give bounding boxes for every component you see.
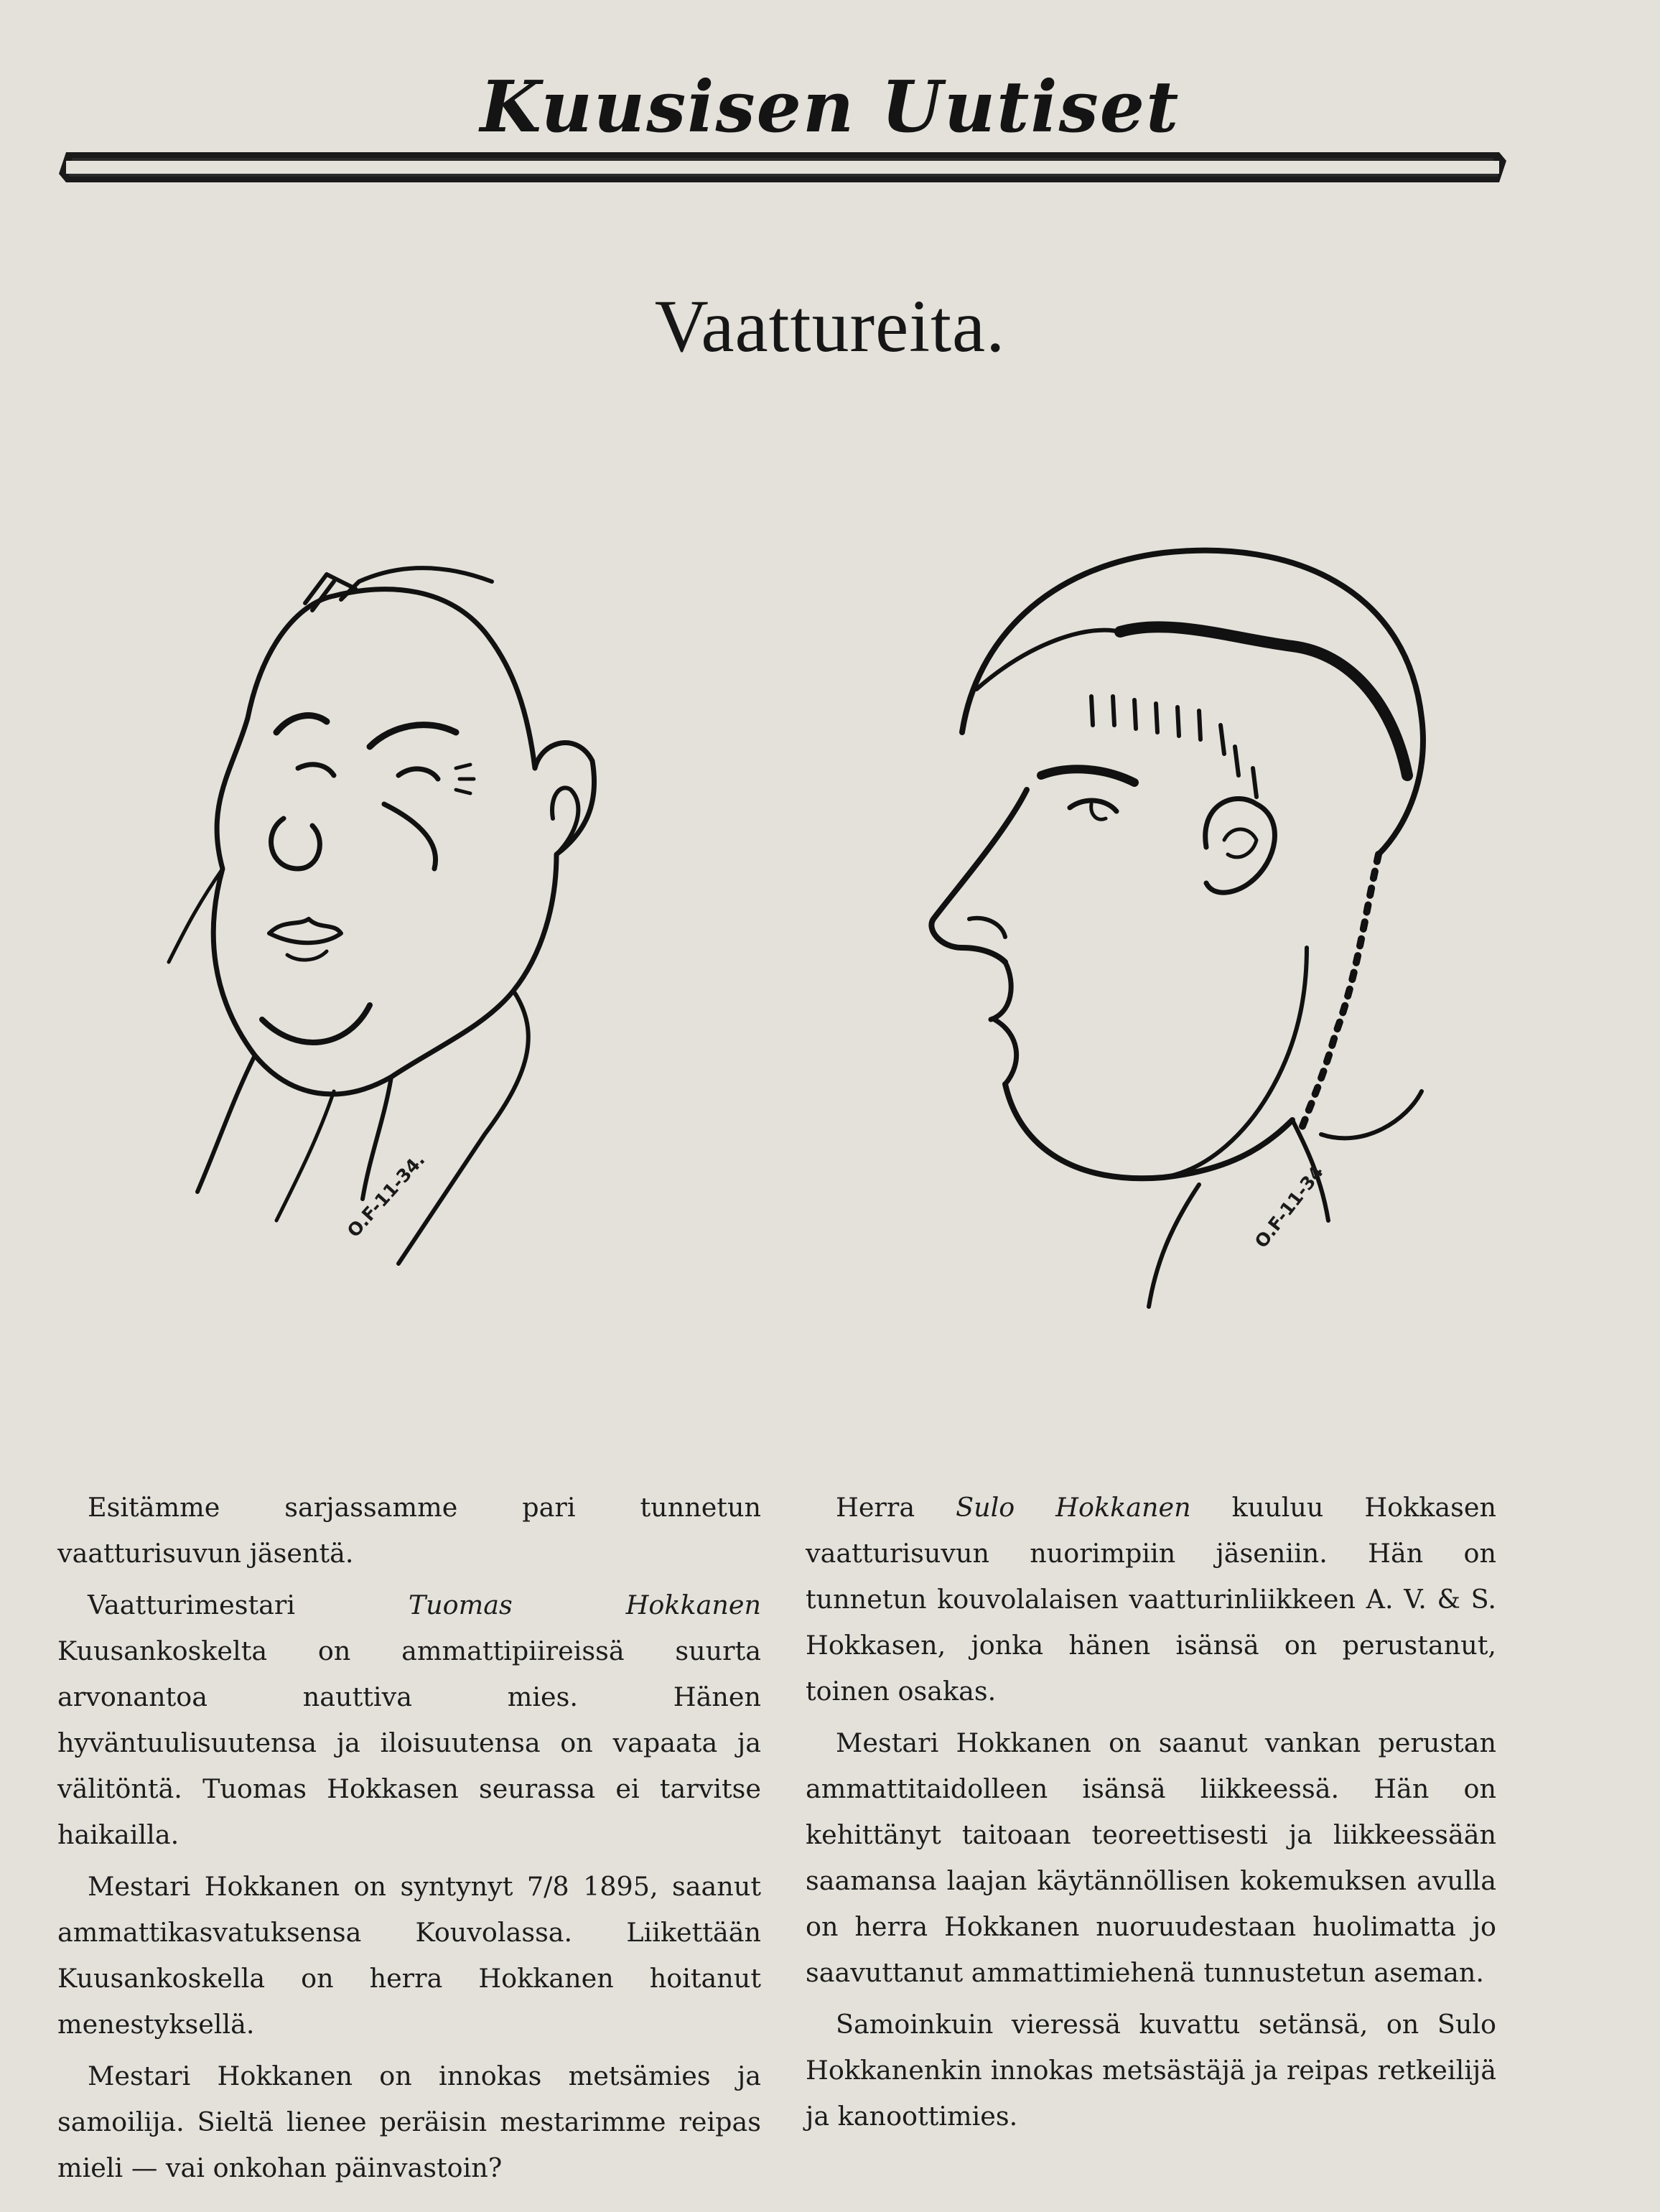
paragraph: Herra Sulo Hokkanen kuuluu Hokkasen vaatturisuvun nuorimpiin jäseniin. Hän on tunnetun kouvolalaisen vaatturinliikkeen A. V. & S. Hokkasen, jonka hänen isänsä on perustanut, toinen osakas. xyxy=(806,1492,1496,1707)
masthead-rule xyxy=(0,0,1660,215)
paragraph: Vaatturimestari Tuomas Hokkanen Kuusankoskelta on ammattipiireissä suurta arvonantoa nauttiva mies. Hänen hyväntuulisuutensa ja iloisuutensa on vapaata ja välitöntä. Tuomas Hokkasen seurassa ei tarvitse haikailla. xyxy=(57,1590,762,1850)
signature-left: O.F-11-34. xyxy=(342,1149,429,1242)
caricature-tuomas-hokkanen xyxy=(154,531,671,1271)
article-column-right xyxy=(806,1485,1496,2145)
article-column-left xyxy=(57,1485,761,2197)
article-title: Vaattureita. xyxy=(654,285,1006,368)
masthead-title: Kuusisen Uutiset xyxy=(480,66,1180,149)
caricature-sulo-hokkanen xyxy=(862,517,1508,1314)
paragraph: Samoinkuin vieressä kuvattu setänsä, on Sulo Hokkanenkin innokas metsästäjä ja reipas retkeilijä ja kanoottimies. xyxy=(806,2009,1496,2132)
signature-right: O.F-11-34 xyxy=(1250,1162,1328,1252)
paragraph: Mestari Hokkanen on saanut vankan perustan ammattitaidolleen isänsä liikkeessä. Hän on kehittänyt taitoaan teoreettisesti ja liikkeessään saamansa laajan käytännöllisen kokemuksen avulla on herra Hokkanen nuoruudestaan huolimatta jo saavuttanut ammattimiehenä tunnustetun aseman. xyxy=(806,1727,1496,1988)
paragraph: Esitämme sarjassamme pari tunnetun vaatturisuvun jäsentä. xyxy=(57,1492,761,1569)
person-name-sulo: Sulo Hokkanen xyxy=(956,1492,1191,1523)
person-name-tuomas: Tuomas Hokkanen xyxy=(408,1590,762,1620)
paragraph: Mestari Hokkanen on syntynyt 7/8 1895, saanut ammattikasvatuksensa Kouvolassa. Liikettään Kuusankoskella on herra Hokkanen hoitanut menestyksellä. xyxy=(57,1871,761,2040)
paragraph: Mestari Hokkanen on innokas metsämies ja samoilija. Sieltä lienee peräisin mestarimme reipas mieli — vai onkohan päinvastoin? xyxy=(57,2061,761,2183)
